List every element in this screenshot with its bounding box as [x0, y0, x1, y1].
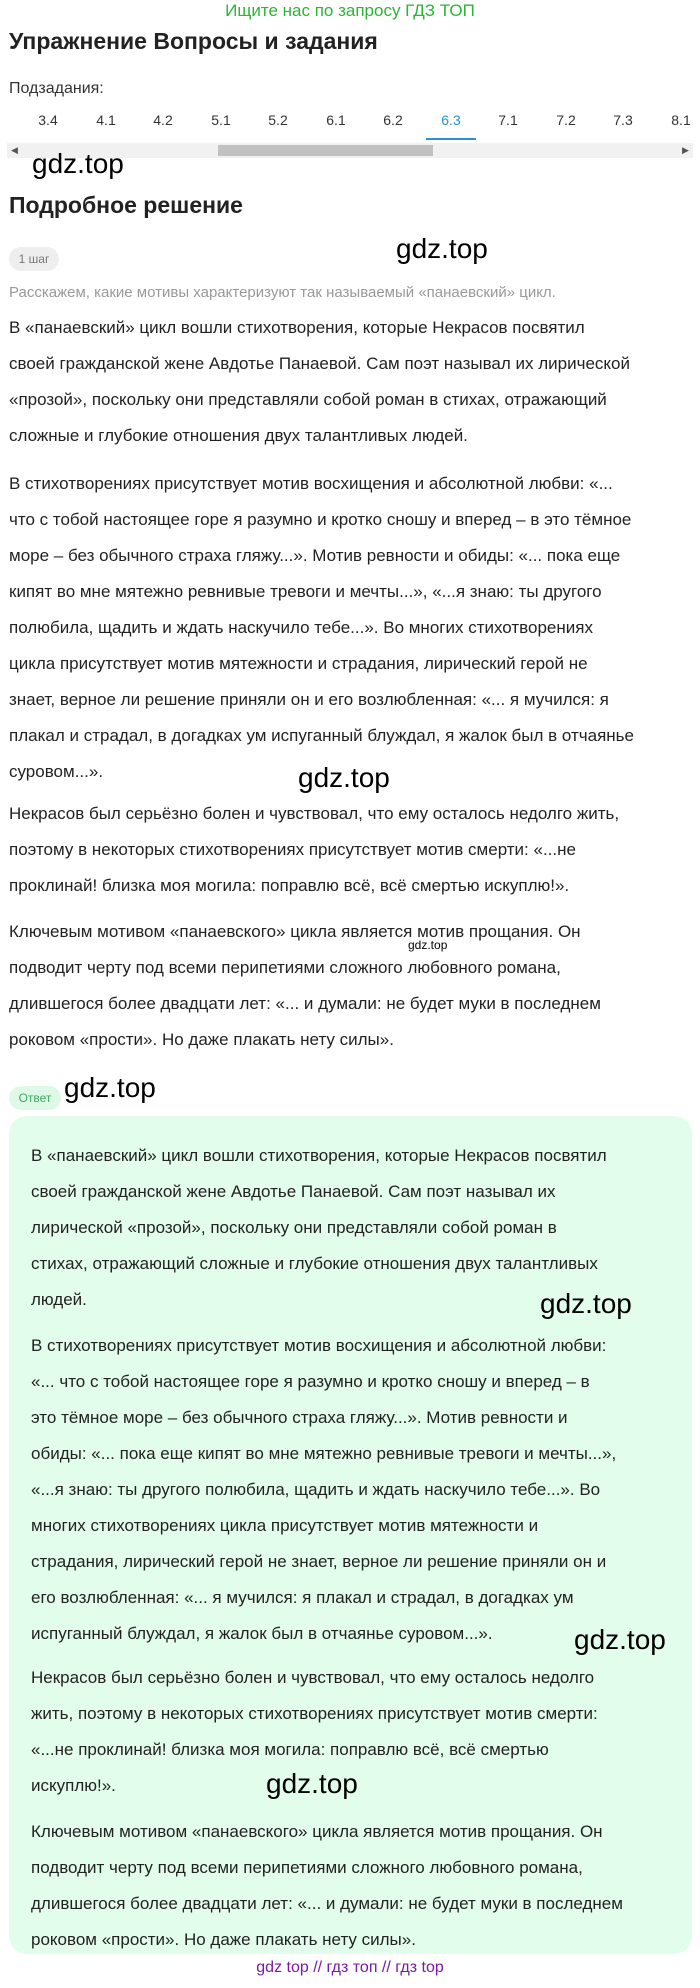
- tab-4-2[interactable]: 4.2: [153, 112, 173, 128]
- watermark: gdz.top: [64, 1072, 156, 1103]
- text-line: поэтому в некоторых стихотворениях присутствует мотив смерти: «...не: [9, 840, 576, 859]
- watermark: gdz.top: [266, 1768, 358, 1799]
- text-line: длившегося более двадцати лет: «... и думали: не будет муки в последнем: [9, 994, 601, 1013]
- tab-7-1[interactable]: 7.1: [498, 112, 518, 128]
- scroll-thumb[interactable]: [218, 145, 433, 156]
- answer-paragraph: [31, 1814, 681, 1958]
- text-line: роковом «прости». Но даже плакать нету силы».: [9, 1030, 394, 1049]
- watermark: gdz.top: [408, 938, 448, 952]
- solution-title: Подробное решение: [9, 192, 243, 218]
- text-line: Некрасов был серьёзно болен и чувствовал, что ему осталось недолго: [31, 1668, 595, 1687]
- tab-6-2[interactable]: 6.2: [383, 112, 403, 128]
- tab-8-1[interactable]: 8.1: [671, 112, 691, 128]
- subtask-tabs: [0, 108, 700, 142]
- text-line: своей гражданской жене Авдотье Панаевой. Сам поэт называл их лирической: [9, 354, 630, 373]
- step-badge: 1 шаг: [9, 247, 59, 271]
- tab-7-3[interactable]: 7.3: [613, 112, 633, 128]
- text-line: это тёмное море – без обычного страха гляжу...». Мотив ревности и: [31, 1408, 568, 1427]
- text-line: подводит черту под всеми перипетиями сложного любовного романа,: [31, 1858, 583, 1877]
- text-line: испуганный блуждал, я жалок был в отчаянье суровом...».: [31, 1624, 493, 1643]
- tab-5-2[interactable]: 5.2: [268, 112, 288, 128]
- text-line: В стихотворениях присутствует мотив восхищения и абсолютной любви: «...: [9, 474, 613, 493]
- subtasks-label: Подзадания:: [9, 80, 104, 97]
- text-line: знает, верное ли решение приняли он и его возлюбленная: «... я мучился: я: [9, 690, 609, 709]
- answer-paragraph: [31, 1328, 681, 1652]
- text-line: В «панаевский» цикл вошли стихотворения, которые Некрасов посвятил: [31, 1146, 607, 1165]
- watermark: gdz.top: [540, 1288, 632, 1319]
- text-line: кипят во мне мятежно ревнивые тревоги и мечты...», «...я знаю: ты другого: [9, 582, 602, 601]
- text-line: что с тобой настоящее горе я разумно и кротко сношу и вперед – в это тёмное: [9, 510, 632, 529]
- tab-7-2[interactable]: 7.2: [556, 112, 576, 128]
- text-line: лирической «прозой», поскольку они представляли собой роман в: [31, 1218, 557, 1237]
- text-line: «прозой», поскольку они представляли собой роман в стихах, отражающий: [9, 390, 607, 409]
- text-line: людей.: [31, 1290, 87, 1309]
- text-line: жить, поэтому в некоторых стихотворениях присутствует мотив смерти:: [31, 1704, 598, 1723]
- text-line: многих стихотворениях цикла присутствует мотив мятежности и: [31, 1516, 539, 1535]
- text-line: Некрасов был серьёзно болен и чувствовал, что ему осталось недолго жить,: [9, 804, 620, 823]
- scroll-left-icon[interactable]: ◀: [11, 145, 18, 155]
- text-line: стихах, отражающий сложные и глубокие отношения двух талантливых: [31, 1254, 598, 1273]
- text-line: Ключевым мотивом «панаевского» цикла является мотив прощания. Он: [31, 1822, 603, 1841]
- search-banner: Ищите нас по запросу ГДЗ ТОП: [225, 1, 475, 20]
- solution-paragraph: [9, 310, 693, 454]
- text-line: страдания, лирический герой не знает, верное ли решение приняли он и: [31, 1552, 607, 1571]
- text-line: суровом...».: [9, 762, 104, 781]
- text-line: обиды: «... пока еще кипят во мне мятежно ревнивые тревоги и мечты...»,: [31, 1444, 617, 1463]
- tab-3-4[interactable]: 3.4: [38, 112, 58, 128]
- footer-links[interactable]: gdz top // гдз топ // гдз top: [256, 1959, 444, 1976]
- text-line: проклинай! близка моя могила: поправлю всё, всё смертью искуплю!».: [9, 876, 570, 895]
- text-line: длившегося более двадцати лет: «... и думали: не будет муки в последнем: [31, 1894, 623, 1913]
- watermark: gdz.top: [574, 1624, 666, 1655]
- text-line: своей гражданской жене Авдотье Панаевой. Сам поэт называл их: [31, 1182, 556, 1201]
- step-lead: Расскажем, какие мотивы характеризуют так называемый «панаевский» цикл.: [9, 284, 556, 301]
- solution-paragraph: [9, 796, 693, 904]
- text-line: его возлюбленная: «... я мучился: я плакал и страдал, в догадках ум: [31, 1588, 574, 1607]
- tab-5-1[interactable]: 5.1: [211, 112, 231, 128]
- tab-6-3[interactable]: 6.3: [422, 108, 480, 142]
- text-line: подводит черту под всеми перипетиями сложного любовного романа,: [9, 958, 561, 977]
- text-line: море – без обычного страха гляжу...». Мотив ревности и обиды: «... пока еще: [9, 546, 621, 565]
- tab-4-1[interactable]: 4.1: [96, 112, 116, 128]
- tab-6-1[interactable]: 6.1: [326, 112, 346, 128]
- text-line: Ключевым мотивом «панаевского» цикла является мотив прощания. Он: [9, 922, 581, 941]
- text-line: плакал и страдал, в догадках ум испуганный блуждал, я жалок был в отчаянье: [9, 726, 634, 745]
- text-line: искуплю!».: [31, 1776, 116, 1795]
- text-line: «...не проклинай! близка моя могила: поправлю всё, всё смертью: [31, 1740, 549, 1759]
- page-title: Упражнение Вопросы и задания: [9, 28, 378, 54]
- watermark: gdz.top: [396, 233, 488, 264]
- text-line: цикла присутствует мотив мятежности и страдания, лирический герой не: [9, 654, 588, 673]
- text-line: «... что с тобой настоящее горе я разумно и кротко сношу и вперед – в: [31, 1372, 590, 1391]
- answer-badge: Ответ: [9, 1086, 61, 1110]
- text-line: роковом «прости». Но даже плакать нету силы».: [31, 1930, 416, 1949]
- watermark: gdz.top: [298, 762, 390, 793]
- text-line: В «панаевский» цикл вошли стихотворения, которые Некрасов посвятил: [9, 318, 585, 337]
- text-line: В стихотворениях присутствует мотив восхищения и абсолютной любви:: [31, 1336, 607, 1355]
- text-line: «...я знаю: ты другого полюбила, щадить и ждать наскучило тебе...». Во: [31, 1480, 601, 1499]
- watermark: gdz.top: [32, 148, 124, 179]
- solution-paragraph: [9, 914, 693, 1058]
- text-line: сложные и глубокие отношения двух талантливых людей.: [9, 426, 468, 445]
- solution-paragraph: [9, 466, 693, 790]
- text-line: полюбила, щадить и ждать наскучило тебе...». Во многих стихотворениях: [9, 618, 593, 637]
- scroll-right-icon[interactable]: ▶: [682, 145, 689, 155]
